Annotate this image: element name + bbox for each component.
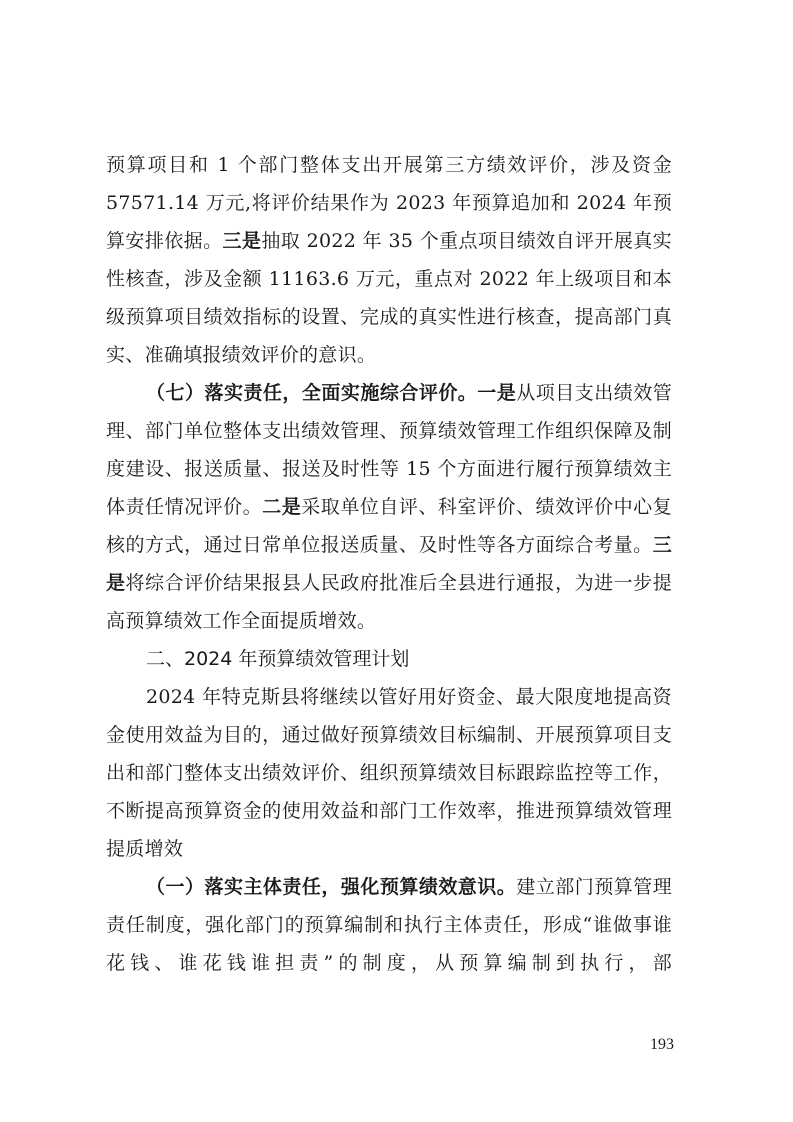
bold-lead: 二是 <box>262 496 302 518</box>
body-text <box>106 146 672 982</box>
paragraph-plan-intro <box>106 678 672 868</box>
bold-lead: 一是 <box>477 382 517 404</box>
bold-lead: 三是 <box>222 230 262 252</box>
section-heading-inline: （一）落实主体责任，强化预算绩效意识。 <box>146 876 517 898</box>
text-segment: 2024 年特克斯县将继续以管好用好资金、最大限度地提高资金使用效益为目的，通过做好预算绩效目标编制、开展预算项目支出和部门整体支出绩效评价、组织预算绩效目标跟踪监控等工作，不断提高预算资金的使用效益和部门工作效率，推进预算绩效管理提质增效 <box>106 686 672 860</box>
text-segment: 预算项目和 1 个部门整体支出开展第三方绩效评价，涉及资金 57571.14 万元,将评价结果作为 2023 年预算追加和 2024 年预算安排依据。 <box>106 154 672 252</box>
section-heading-inline: （七）落实责任，全面实施综合评价。 <box>146 382 478 404</box>
text-segment: 建立部门预算管理责任制度，强化部门的预算编制和执行主体责任，形成“谁做事谁花钱、谁花钱谁担责”的制度，从预算编制到执行，部 <box>106 876 672 974</box>
paragraph-subsection-1 <box>106 868 672 982</box>
section-heading: 二、2024 年预算绩效管理计划 <box>146 648 410 670</box>
text-segment: 采取单位自评、科室评价、绩效评价中心复核的方式，通过日常单位报送质量、及时性等各方面综合考量。 <box>106 496 673 556</box>
paragraph-section-7 <box>106 374 672 640</box>
text-segment: 将综合评价结果报县人民政府批准后全县进行通报，为进一步提高预算绩效工作全面提质增效。 <box>106 572 672 632</box>
paragraph-continued <box>106 146 672 374</box>
bold-lead: 三是 <box>106 534 672 594</box>
text-segment: 从项目支出绩效管理、部门单位整体支出绩效管理、预算绩效管理工作组织保障及制度建设、报送质量、报送及时性等 15 个方面进行履行预算绩效主体责任情况评价。 <box>106 382 672 518</box>
page-number: 193 <box>650 1036 674 1053</box>
text-segment: 抽取 2022 年 35 个重点项目绩效自评开展真实性核查，涉及金额 11163.6 万元，重点对 2022 年上级项目和本级预算项目绩效指标的设置、完成的真实性进行核查，提高部门真实、准确填报绩效评价的意识。 <box>106 230 672 366</box>
